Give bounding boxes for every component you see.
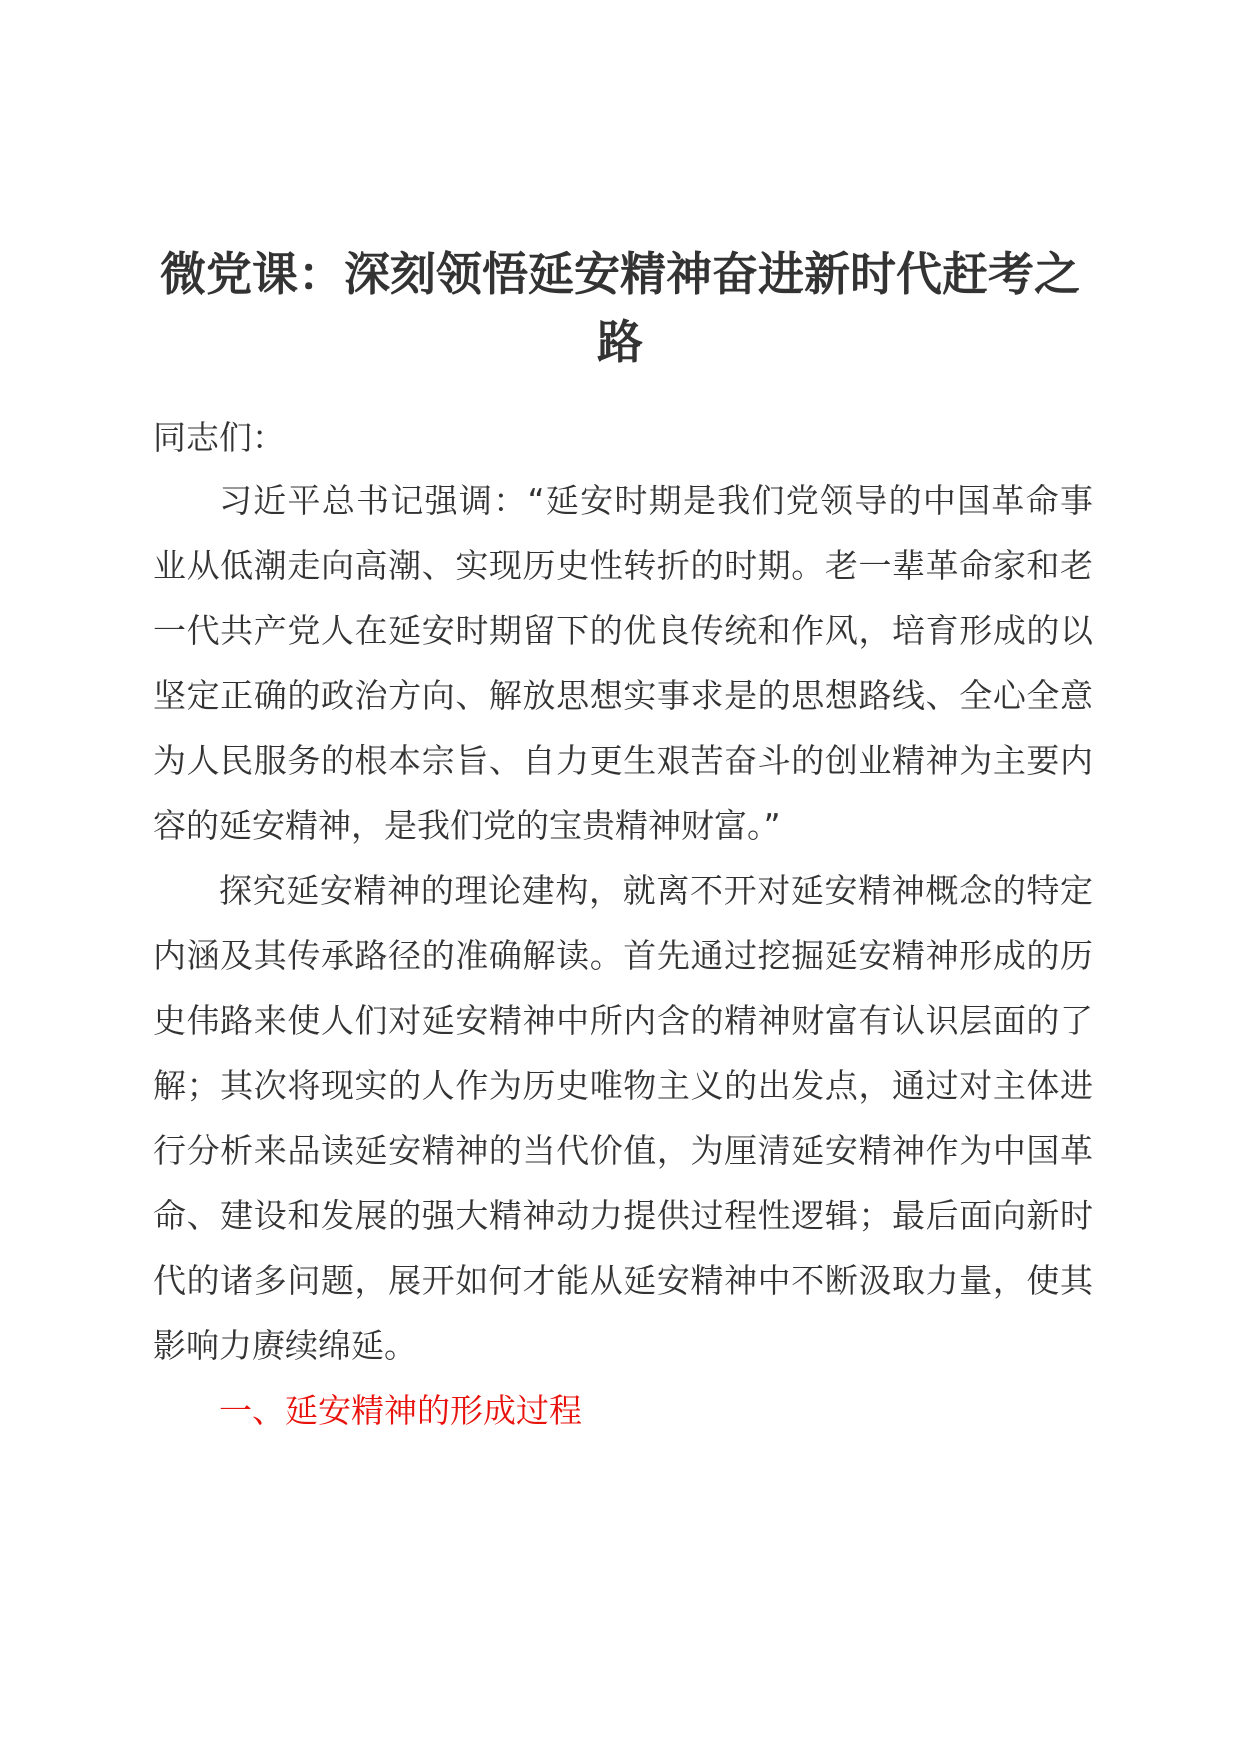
paragraph-theory: 探究延安精神的理论建构，就离不开对延安精神概念的特定内涵及其传承路径的准确解读。首先通过挖掘延安精神形成的历史伟路来使人们对延安精神中所内含的精神财富有认识层面的了解；其次将现实的人作为历史唯物主义的出发点，通过对主体进行分析来品读延安精神的当代价值，为厘清延安精神作为中国革命、建设和发展的强大精神动力提供过程性逻辑；最后面向新时代的诸多问题，展开如何才能从延安精神中不断汲取力量，使其影响力赓续绵延。 [153, 871, 1093, 1365]
section-heading: 一、延安精神的形成过程 [219, 1391, 582, 1430]
document-title: 微党课：深刻领悟延安精神奋进新时代赶考之路 [160, 247, 1080, 369]
salutation: 同志们： [153, 418, 285, 457]
paragraph-quote: 习近平总书记强调：“延安时期是我们党领导的中国革命事业从低潮走向高潮、实现历史性转折的时期。老一辈革命家和老一代共产党人在延安时期留下的优良传统和作风，培育形成的以坚定正确的政治方向、解放思想实事求是的思想路线、全心全意为人民服务的根本宗旨、自力更生艰苦奋斗的创业精神为主要内容的延安精神，是我们党的宝贵精神财富。” [153, 481, 1093, 845]
